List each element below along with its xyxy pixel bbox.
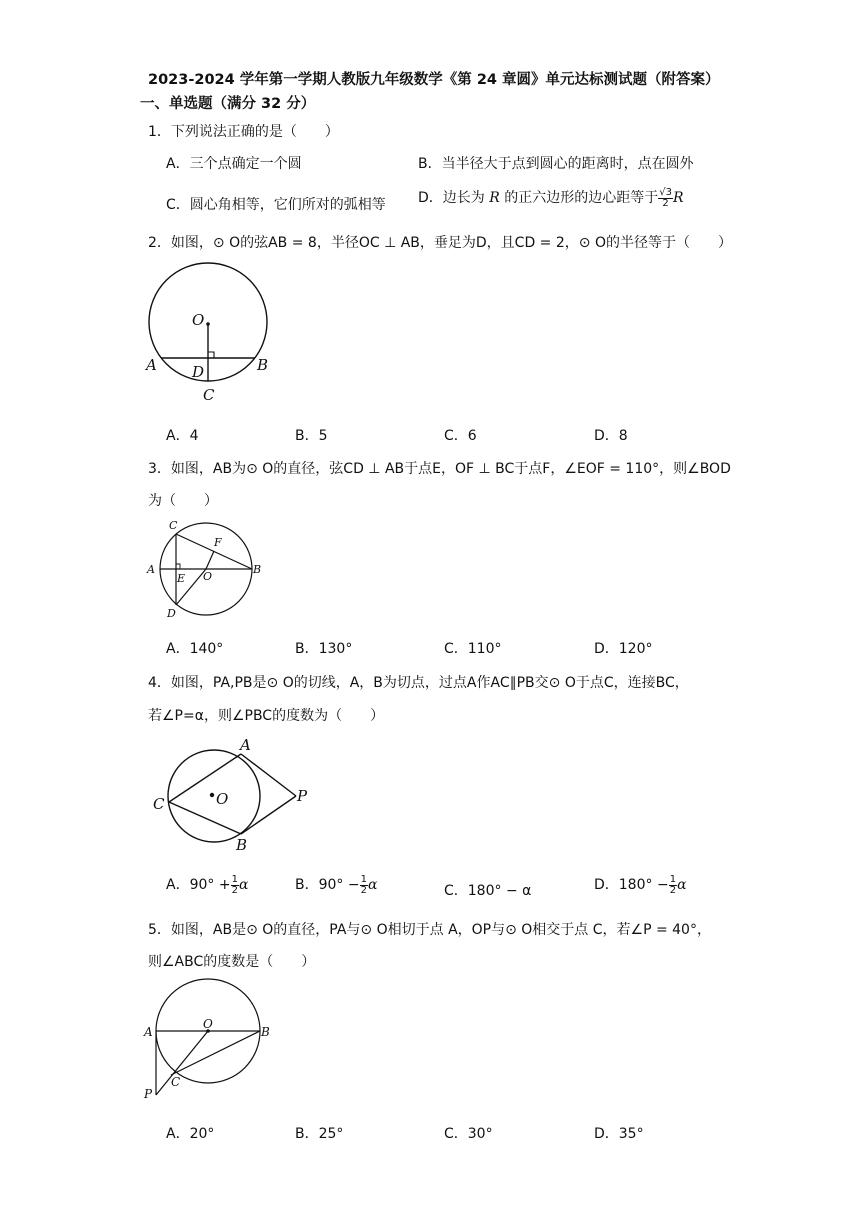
question-3-option-c[interactable]: C．110°: [444, 641, 502, 657]
fraction: $\frac{1}{2}$: [360, 873, 367, 896]
segment-op: [156, 1031, 208, 1095]
label-a: A: [147, 563, 155, 576]
label-c: C: [153, 795, 165, 813]
fraction: $\frac{1}{2}$: [231, 873, 238, 896]
label-b: B: [257, 356, 269, 374]
option-d-prefix: D．边长为: [418, 190, 485, 206]
label-c: C: [169, 519, 178, 532]
label-a: A: [240, 736, 251, 754]
question-1-option-b[interactable]: B．当半径大于点到圆心的距离时，点在圆外: [418, 156, 694, 172]
label-o: O: [216, 790, 229, 808]
label-o: O: [203, 570, 213, 583]
question-1-stem: 1．下列说法正确的是（ ）: [148, 124, 339, 140]
question-3-option-b[interactable]: B．130°: [295, 641, 353, 657]
question-5-option-a[interactable]: A．20°: [166, 1126, 215, 1142]
var-r: R: [672, 190, 684, 206]
label-p: P: [144, 1087, 153, 1101]
label-b: B: [236, 836, 248, 854]
question-5-option-c[interactable]: C．30°: [444, 1126, 493, 1142]
question-3-figure: [140, 516, 270, 624]
label-b: B: [261, 1025, 270, 1039]
fraction: $\frac{1}{2}$: [669, 873, 677, 896]
question-3-stem-line2: 为（ ）: [148, 493, 218, 509]
question-2-stem: 2．如图，⊙ O的弦AB = 8，半径OC ⊥ AB，垂足为D，且CD = 2，⊙ O的半径等于（ ）: [148, 235, 732, 251]
center-dot: [210, 793, 214, 797]
question-4-option-b[interactable]: B．90° − $\frac{1}{2}$ α: [295, 873, 378, 896]
label-c: C: [171, 1075, 181, 1089]
page-title: 2023-2024 学年第一学期人教版九年级数学《第 24 章圆》单元达标测试题（附答案）: [148, 72, 720, 88]
question-4-option-c[interactable]: C．180° − α: [444, 883, 532, 899]
question-5-option-d[interactable]: D．35°: [594, 1126, 644, 1142]
section-heading: 一、单选题（满分 32 分）: [140, 96, 316, 112]
segment-of: [206, 551, 214, 569]
right-angle-mark: [208, 352, 214, 358]
question-3-option-d[interactable]: D．120°: [594, 641, 653, 657]
question-3-option-a[interactable]: A．140°: [166, 641, 224, 657]
right-angle-mark-e: [176, 564, 180, 569]
label-p: P: [297, 787, 308, 805]
label-a: A: [144, 1025, 153, 1039]
circle-o: [168, 750, 260, 842]
fraction: $\frac{√3}{2}$: [659, 186, 672, 209]
label-d: D: [192, 363, 205, 381]
tangent-pb: [241, 796, 296, 834]
question-1-option-a[interactable]: A．三个点确定一个圆: [166, 156, 302, 172]
question-5-figure: [140, 978, 280, 1104]
question-4-figure: [148, 732, 318, 856]
question-2-option-c[interactable]: C．6: [444, 428, 477, 444]
question-4-option-d[interactable]: D．180° − $\frac{1}{2}$ α: [594, 873, 687, 896]
question-5-option-b[interactable]: B．25°: [295, 1126, 344, 1142]
label-f: F: [214, 536, 222, 549]
question-2-option-a[interactable]: A．4: [166, 428, 199, 444]
question-1-option-d[interactable]: [418, 187, 684, 209]
question-2-figure: [140, 262, 280, 407]
label-a: A: [146, 356, 157, 374]
segment-bc: [171, 1031, 260, 1075]
question-2-option-b[interactable]: B．5: [295, 428, 328, 444]
question-4-option-a[interactable]: A．90° + $\frac{1}{2}$ α: [166, 873, 249, 896]
label-e: E: [177, 572, 186, 585]
label-d: D: [167, 607, 176, 620]
question-2-option-d[interactable]: D．8: [594, 428, 628, 444]
option-d-middle: 的正六边形的边心距等于: [504, 190, 659, 206]
var-r: R: [489, 190, 500, 206]
chord-bc: [169, 802, 241, 834]
question-4-stem-line2: 若∠P=α，则∠PBC的度数为（ ）: [148, 708, 385, 724]
label-o: O: [192, 311, 205, 329]
chord-ac: [169, 754, 241, 802]
label-c: C: [203, 386, 215, 404]
label-o: O: [203, 1017, 213, 1031]
question-5-stem-line1: 5．如图，AB是⊙ O的直径，PA与⊙ O相切于点 A，OP与⊙ O相交于点 C，若∠P = 40°，: [148, 922, 711, 938]
question-5-stem-line2: 则∠ABC的度数是（ ）: [148, 954, 316, 970]
tangent-pa: [241, 754, 296, 796]
question-3-stem-line1: 3．如图，AB为⊙ O的直径，弦CD ⊥ AB于点E，OF ⊥ BC于点F，∠EOF = 110°，则∠BOD: [148, 461, 731, 477]
label-b: B: [253, 563, 262, 576]
question-4-stem-line1: 4．如图，PA,PB是⊙ O的切线，A，B为切点，过点A作AC∥PB交⊙ O于点C，连接BC，: [148, 675, 689, 691]
center-dot: [206, 322, 210, 326]
question-1-option-c[interactable]: C．圆心角相等，它们所对的弧相等: [166, 197, 386, 213]
